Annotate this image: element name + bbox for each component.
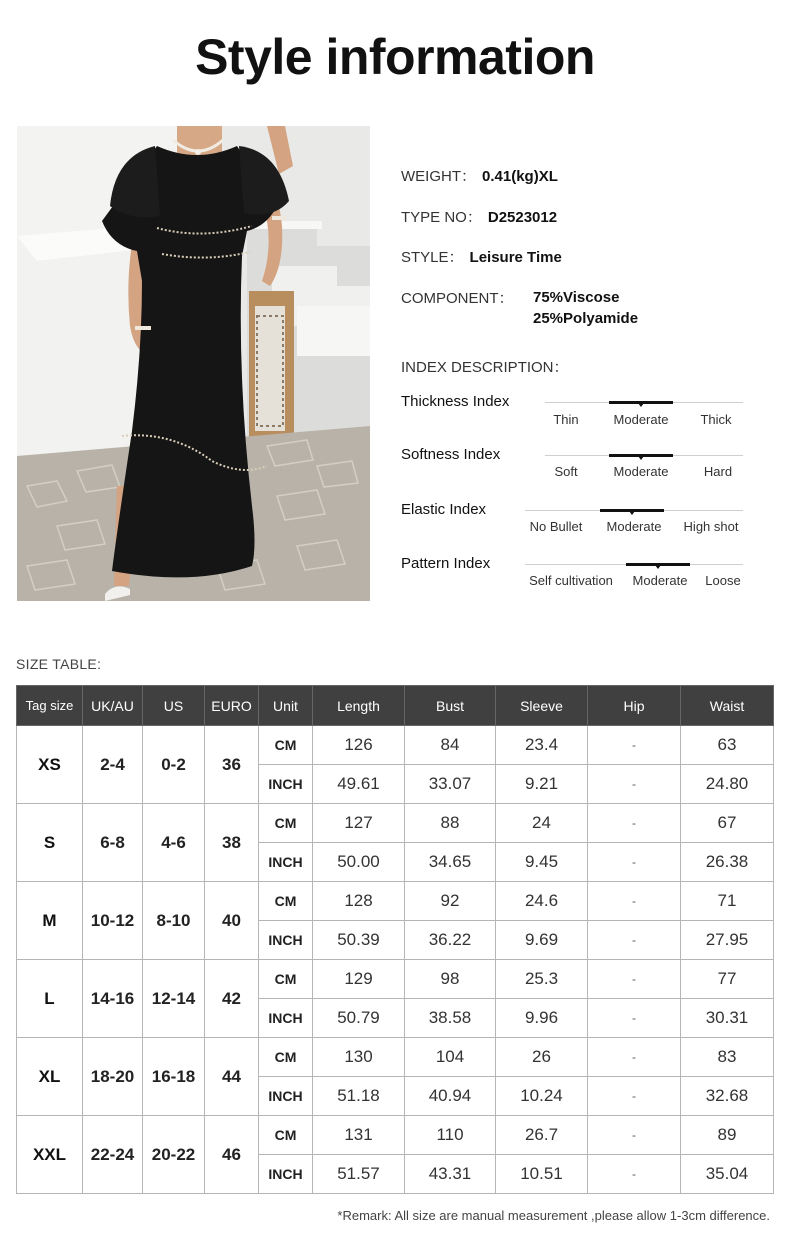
table-cell: - (588, 765, 681, 804)
table-cell: L (17, 960, 83, 1038)
table-cell: 14-16 (83, 960, 143, 1038)
index-name: Pattern Index (401, 555, 491, 572)
header-cell: Sleeve (496, 686, 588, 726)
index-option: Soft (554, 464, 578, 479)
size-table-header (17, 686, 774, 726)
table-cell: CM (259, 1116, 313, 1155)
index-option-selected: Moderate (632, 573, 688, 588)
table-row (17, 804, 774, 843)
table-cell: CM (259, 882, 313, 921)
header-cell: UK/AU (83, 686, 143, 726)
table-cell: 40 (205, 882, 259, 960)
table-cell: 38 (205, 804, 259, 882)
table-cell: 18-20 (83, 1038, 143, 1116)
weight-row (401, 165, 558, 186)
table-cell: - (588, 726, 681, 765)
pattern-index (401, 555, 746, 595)
index-description-label: INDEX DESCRIPTION： (401, 359, 569, 376)
table-cell: 32.68 (681, 1077, 774, 1116)
table-cell: 51.57 (313, 1155, 405, 1194)
table-cell: 84 (405, 726, 496, 765)
table-cell: 129 (313, 960, 405, 999)
table-cell: 104 (405, 1038, 496, 1077)
table-cell: 30.31 (681, 999, 774, 1038)
table-cell: 12-14 (143, 960, 205, 1038)
table-cell: - (588, 882, 681, 921)
table-cell: 36.22 (405, 921, 496, 960)
table-cell: 51.18 (313, 1077, 405, 1116)
table-cell: 24.80 (681, 765, 774, 804)
table-cell: 4-6 (143, 804, 205, 882)
table-cell: 8-10 (143, 882, 205, 960)
header-cell: Bust (405, 686, 496, 726)
softness-index (401, 446, 746, 486)
table-cell: - (588, 960, 681, 999)
table-cell: 9.45 (496, 843, 588, 882)
index-option-selected: Moderate (613, 464, 669, 479)
table-cell: S (17, 804, 83, 882)
table-cell: - (588, 804, 681, 843)
table-row (17, 1116, 774, 1155)
table-cell: 50.79 (313, 999, 405, 1038)
table-row (17, 882, 774, 921)
table-cell: 130 (313, 1038, 405, 1077)
header-cell: Waist (681, 686, 774, 726)
component-value-2: 25%Polyamide (533, 310, 639, 327)
table-cell: INCH (259, 921, 313, 960)
table-cell: - (588, 1077, 681, 1116)
header-cell: US (143, 686, 205, 726)
table-cell: 50.39 (313, 921, 405, 960)
index-name: Softness Index (401, 446, 501, 463)
table-cell: 44 (205, 1038, 259, 1116)
product-photo (17, 126, 370, 601)
dress-model-image (17, 126, 370, 601)
index-name: Elastic Index (401, 501, 487, 518)
index-option: No Bullet (529, 519, 583, 534)
table-cell: 33.07 (405, 765, 496, 804)
index-option: Self cultivation (529, 573, 613, 588)
table-cell: 71 (681, 882, 774, 921)
style-row (401, 246, 562, 267)
index-pointer-icon (655, 565, 661, 569)
table-cell: XXL (17, 1116, 83, 1194)
table-row (17, 1038, 774, 1077)
table-cell: XL (17, 1038, 83, 1116)
table-cell: INCH (259, 999, 313, 1038)
table-cell: 10-12 (83, 882, 143, 960)
table-cell: 26 (496, 1038, 588, 1077)
index-option: Hard (703, 464, 733, 479)
table-cell: XS (17, 726, 83, 804)
table-cell: INCH (259, 1077, 313, 1116)
table-cell: 9.69 (496, 921, 588, 960)
table-cell: 24 (496, 804, 588, 843)
index-pointer-icon (629, 511, 635, 515)
table-cell: - (588, 999, 681, 1038)
table-cell: 77 (681, 960, 774, 999)
table-cell: INCH (259, 765, 313, 804)
header-cell: Tag size (17, 686, 83, 726)
table-cell: 49.61 (313, 765, 405, 804)
table-cell: 26.7 (496, 1116, 588, 1155)
table-cell: 27.95 (681, 921, 774, 960)
table-cell: 88 (405, 804, 496, 843)
component-values (533, 287, 638, 329)
index-description-row (401, 356, 569, 377)
elastic-index (401, 501, 746, 541)
table-cell: 98 (405, 960, 496, 999)
table-cell: 43.31 (405, 1155, 496, 1194)
table-cell: 46 (205, 1116, 259, 1194)
table-cell: 34.65 (405, 843, 496, 882)
type-label: TYPE NO： (401, 209, 482, 226)
table-cell: 2-4 (83, 726, 143, 804)
table-cell: 26.38 (681, 843, 774, 882)
table-cell: 42 (205, 960, 259, 1038)
table-cell: 128 (313, 882, 405, 921)
table-cell: - (588, 843, 681, 882)
index-option-selected: Moderate (606, 519, 662, 534)
remark-note: *Remark: All size are manual measurement ,please allow 1-3cm difference. (337, 1208, 770, 1223)
index-option: Thick (700, 412, 732, 427)
table-cell: CM (259, 1038, 313, 1077)
type-row (401, 206, 557, 227)
index-option: Loose (705, 573, 741, 588)
table-cell: 50.00 (313, 843, 405, 882)
component-row (401, 287, 639, 327)
header-cell: EURO (205, 686, 259, 726)
component-value-1: 75%Viscose (533, 289, 620, 306)
table-cell: 25.3 (496, 960, 588, 999)
table-cell: 127 (313, 804, 405, 843)
type-value: D2523012 (487, 209, 558, 226)
table-cell: 10.24 (496, 1077, 588, 1116)
table-cell: 20-22 (143, 1116, 205, 1194)
table-cell: 24.6 (496, 882, 588, 921)
header-cell: Length (313, 686, 405, 726)
table-cell: 35.04 (681, 1155, 774, 1194)
table-cell: - (588, 1116, 681, 1155)
table-cell: - (588, 921, 681, 960)
weight-value: 0.41(kg)XL (482, 168, 558, 185)
page-title: Style information (195, 29, 595, 85)
table-cell: 63 (681, 726, 774, 765)
table-cell: 67 (681, 804, 774, 843)
size-table-label: SIZE TABLE: (16, 656, 102, 672)
index-option: Thin (553, 412, 579, 427)
table-row (17, 726, 774, 765)
index-option: High shot (683, 519, 739, 534)
table-cell: INCH (259, 843, 313, 882)
table-cell: 10.51 (496, 1155, 588, 1194)
table-cell: M (17, 882, 83, 960)
header-cell: Unit (259, 686, 313, 726)
table-cell: 9.96 (496, 999, 588, 1038)
table-cell: CM (259, 960, 313, 999)
table-cell: 6-8 (83, 804, 143, 882)
table-cell: 110 (405, 1116, 496, 1155)
table-cell: 0-2 (143, 726, 205, 804)
table-cell: - (588, 1038, 681, 1077)
header-cell: Hip (588, 686, 681, 726)
size-table-body (17, 726, 774, 1194)
table-cell: 83 (681, 1038, 774, 1077)
index-pointer-icon (638, 403, 644, 407)
size-table (16, 685, 774, 1194)
table-cell: 16-18 (143, 1038, 205, 1116)
index-pointer-icon (638, 456, 644, 460)
table-cell: 36 (205, 726, 259, 804)
table-cell: 89 (681, 1116, 774, 1155)
table-cell: 40.94 (405, 1077, 496, 1116)
table-cell: 22-24 (83, 1116, 143, 1194)
table-cell: 92 (405, 882, 496, 921)
table-row (17, 960, 774, 999)
table-cell: 9.21 (496, 765, 588, 804)
thickness-index (401, 393, 746, 433)
table-cell: INCH (259, 1155, 313, 1194)
component-label: COMPONENT： (401, 290, 514, 307)
table-cell: 38.58 (405, 999, 496, 1038)
weight-label: WEIGHT： (401, 168, 476, 185)
style-value: Leisure Time (469, 249, 562, 266)
style-label: STYLE： (401, 249, 464, 266)
table-cell: CM (259, 804, 313, 843)
table-cell: - (588, 1155, 681, 1194)
table-cell: 23.4 (496, 726, 588, 765)
index-option-selected: Moderate (613, 412, 669, 427)
index-name: Thickness Index (401, 393, 510, 410)
table-cell: 126 (313, 726, 405, 765)
table-cell: CM (259, 726, 313, 765)
table-cell: 131 (313, 1116, 405, 1155)
